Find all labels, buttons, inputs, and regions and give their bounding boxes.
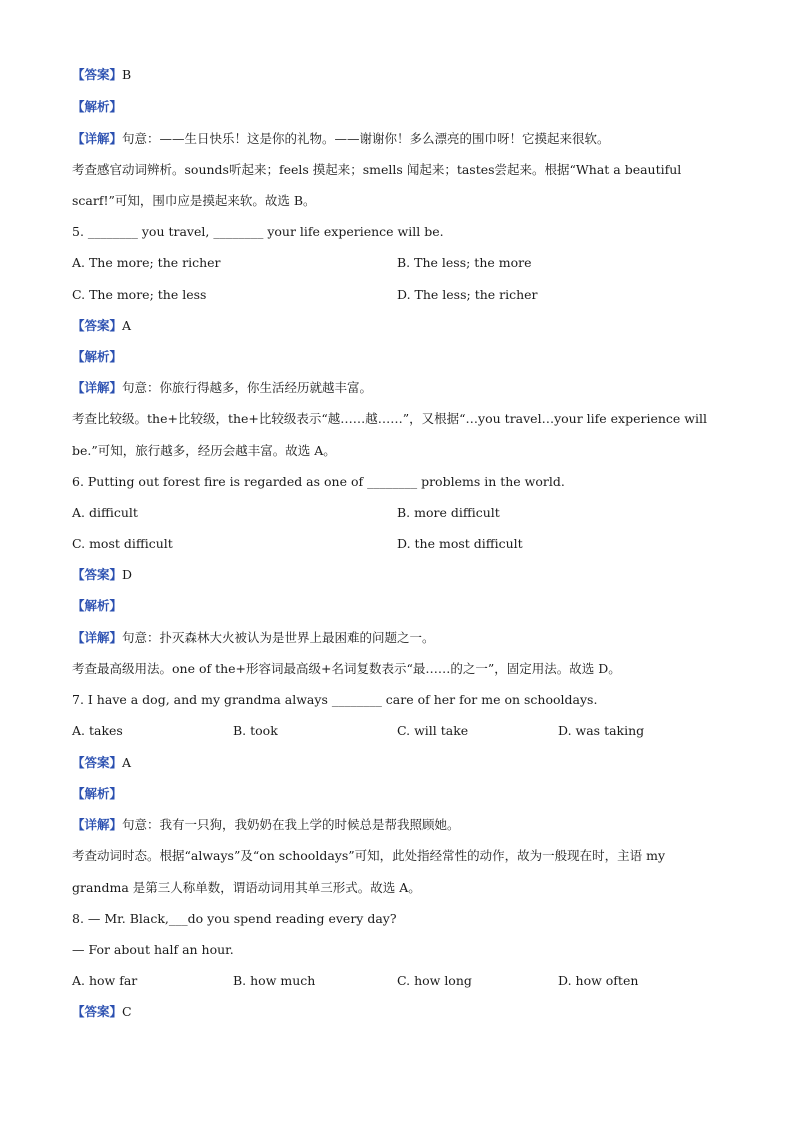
detail-label: 【详解】 — [72, 817, 123, 832]
answer-value: D — [122, 567, 133, 582]
option-b: B. more difficult — [397, 505, 500, 520]
detail-line: 【详解】句意：——生日快乐！这是你的礼物。——谢谢你！多么漂亮的围巾呀！它摸起来很软。 — [72, 131, 610, 146]
detail-text: scarf!”可知，围巾应是摸起来软。故选 B。 — [72, 193, 316, 208]
answer-label: 【答案】 — [72, 1004, 123, 1019]
detail-label: 【详解】 — [72, 380, 123, 395]
detail-label: 【详解】 — [72, 630, 123, 645]
question-stem: 7. I have a dog, and my grandma always ________ care of her for me on schooldays. — [72, 692, 598, 707]
detail-text: be.”可知，旅行越多，经历会越丰富。故选 A。 — [72, 443, 336, 458]
option-c: C. how long — [397, 973, 472, 988]
answer-value: A — [122, 318, 132, 333]
answer-label: 【答案】 — [72, 67, 123, 82]
answer-label: 【答案】 — [72, 755, 123, 770]
question-stem: 5. ________ you travel, ________ your life experience will be. — [72, 224, 444, 239]
option-c: C. most difficult — [72, 536, 173, 551]
detail-label: 【详解】 — [72, 131, 123, 146]
option-b: B. took — [233, 723, 278, 738]
option-b: B. how much — [233, 973, 316, 988]
detail-text: grandma 是第三人称单数，谓语动词用其单三形式。故选 A。 — [72, 880, 421, 895]
answer-value: C — [122, 1004, 132, 1019]
analysis-heading: 【解析】 — [72, 786, 123, 801]
option-a: A. The more; the richer — [72, 255, 221, 270]
detail-line: 【详解】句意：我有一只狗，我奶奶在我上学的时候总是帮我照顾她。 — [72, 817, 460, 832]
option-d: D. how often — [558, 973, 639, 988]
detail-text: 考查最高级用法。one of the+形容词最高级+名词复数表示“最……的之一”，固定用法。故选 D。 — [72, 661, 621, 676]
answer-label: 【答案】 — [72, 318, 123, 333]
answer-line — [72, 67, 131, 83]
dialogue-reply: — For about half an hour. — [72, 942, 234, 957]
answer-line — [72, 755, 131, 771]
question-stem: 6. Putting out forest fire is regarded as one of ________ problems in the world. — [72, 474, 565, 489]
option-d: D. was taking — [558, 723, 645, 738]
answer-value: A — [122, 755, 132, 770]
option-a: A. takes — [72, 723, 123, 738]
answer-line — [72, 1004, 132, 1020]
detail-text: 考查感官动词辨析。sounds听起来；feels 摸起来；smells 闻起来；tastes尝起来。根据“What a beautiful — [72, 162, 682, 177]
detail-line: 【详解】句意：扑灭森林大火被认为是世界上最困难的问题之一。 — [72, 630, 435, 645]
option-c: C. The more; the less — [72, 287, 207, 302]
detail-text: 考查动词时态。根据“always”及“on schooldays”可知，此处指经常性的动作，故为一般现在时，主语 my — [72, 848, 666, 863]
option-a: A. how far — [72, 973, 138, 988]
option-b: B. The less; the more — [397, 255, 532, 270]
detail-line: 【详解】句意：你旅行得越多，你生活经历就越丰富。 — [72, 380, 373, 395]
option-d: D. The less; the richer — [397, 287, 538, 302]
analysis-heading: 【解析】 — [72, 99, 123, 114]
option-a: A. difficult — [72, 505, 138, 520]
option-d: D. the most difficult — [397, 536, 523, 551]
answer-label: 【答案】 — [72, 567, 123, 582]
answer-value: B — [122, 67, 132, 82]
answer-line — [72, 318, 131, 334]
analysis-heading: 【解析】 — [72, 598, 123, 613]
question-stem: 8. — Mr. Black,___do you spend reading every day? — [72, 911, 397, 926]
analysis-heading: 【解析】 — [72, 349, 123, 364]
detail-text: 考查比较级。the+比较级，the+比较级表示“越……越……”，又根据“…you travel…your life experience will — [72, 411, 707, 426]
answer-line — [72, 567, 132, 583]
option-c: C. will take — [397, 723, 469, 738]
